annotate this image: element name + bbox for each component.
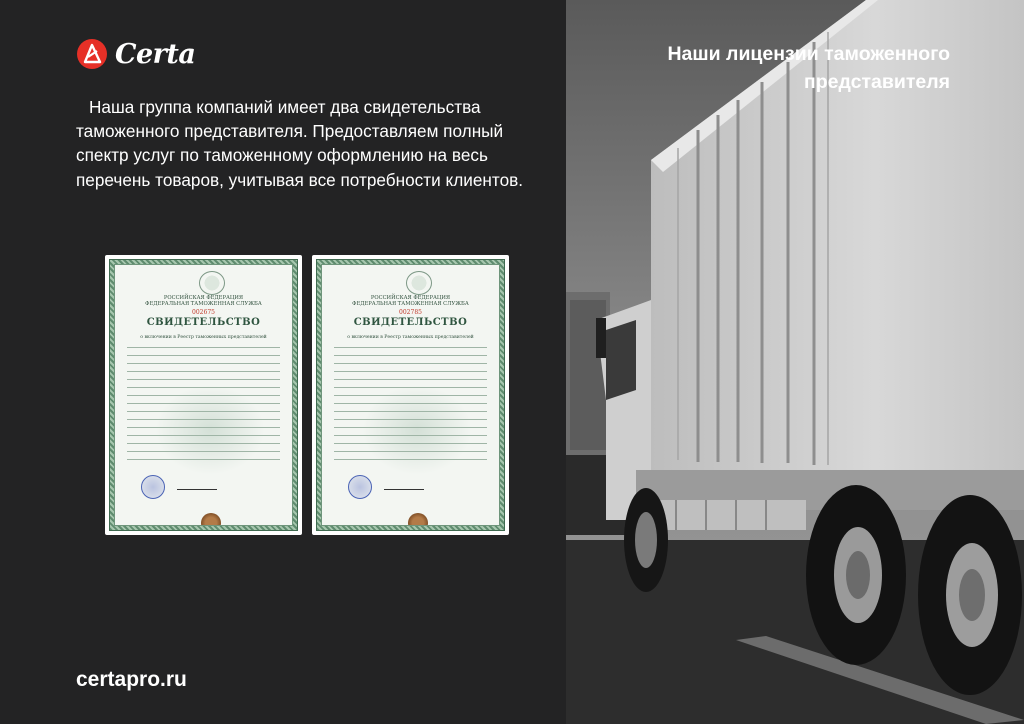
certificate-body: [321, 264, 500, 526]
intro-paragraph: Наша группа компаний имеет два свидетельства таможенного представителя. Предоставляем полный спектр услуг по таможенному оформлению на весь перечень товаров, учитывая все потребности клиентов.: [76, 97, 524, 190]
signature: [177, 479, 217, 490]
certificate-subtitle: о включении в Реестр таможенных представителей: [140, 335, 267, 340]
brand-name: Certa: [115, 38, 196, 70]
certificate-image[interactable]: [312, 255, 509, 535]
certificate-image[interactable]: [105, 255, 302, 535]
certificate-text-lines: [127, 347, 280, 467]
coat-of-arms-icon: [199, 271, 225, 295]
certificate-number: 002785: [399, 309, 422, 316]
website-link[interactable]: certapro.ru: [76, 668, 187, 691]
certa-logo-icon: [76, 38, 108, 70]
seal-icon: [348, 475, 372, 499]
signature: [384, 479, 424, 490]
certificate-subtitle: о включении в Реестр таможенных представителей: [347, 335, 474, 340]
certificate-agency: РОССИЙСКАЯ ФЕДЕРАЦИЯ ФЕДЕРАЛЬНАЯ ТАМОЖЕННАЯ СЛУЖБА: [352, 295, 469, 307]
section-heading: Наши лицензии таможенного представителя: [667, 43, 950, 93]
certificate-title: СВИДЕТЕЛЬСТВО: [146, 317, 261, 328]
brand-logo[interactable]: [76, 38, 195, 70]
certificate-text-lines: [334, 347, 487, 467]
truck-photo: [566, 0, 1024, 724]
certificate-body: [114, 264, 293, 526]
certificate-number: 002675: [192, 309, 215, 316]
stamp-icon: [408, 513, 428, 526]
coat-of-arms-icon: [406, 271, 432, 295]
stamp-icon: [201, 513, 221, 526]
truck-photo-illustration: [566, 0, 1024, 724]
seal-icon: [141, 475, 165, 499]
certificate-title: СВИДЕТЕЛЬСТВО: [353, 317, 468, 328]
certificate-agency: РОССИЙСКАЯ ФЕДЕРАЦИЯ ФЕДЕРАЛЬНАЯ ТАМОЖЕННАЯ СЛУЖБА: [145, 295, 262, 307]
